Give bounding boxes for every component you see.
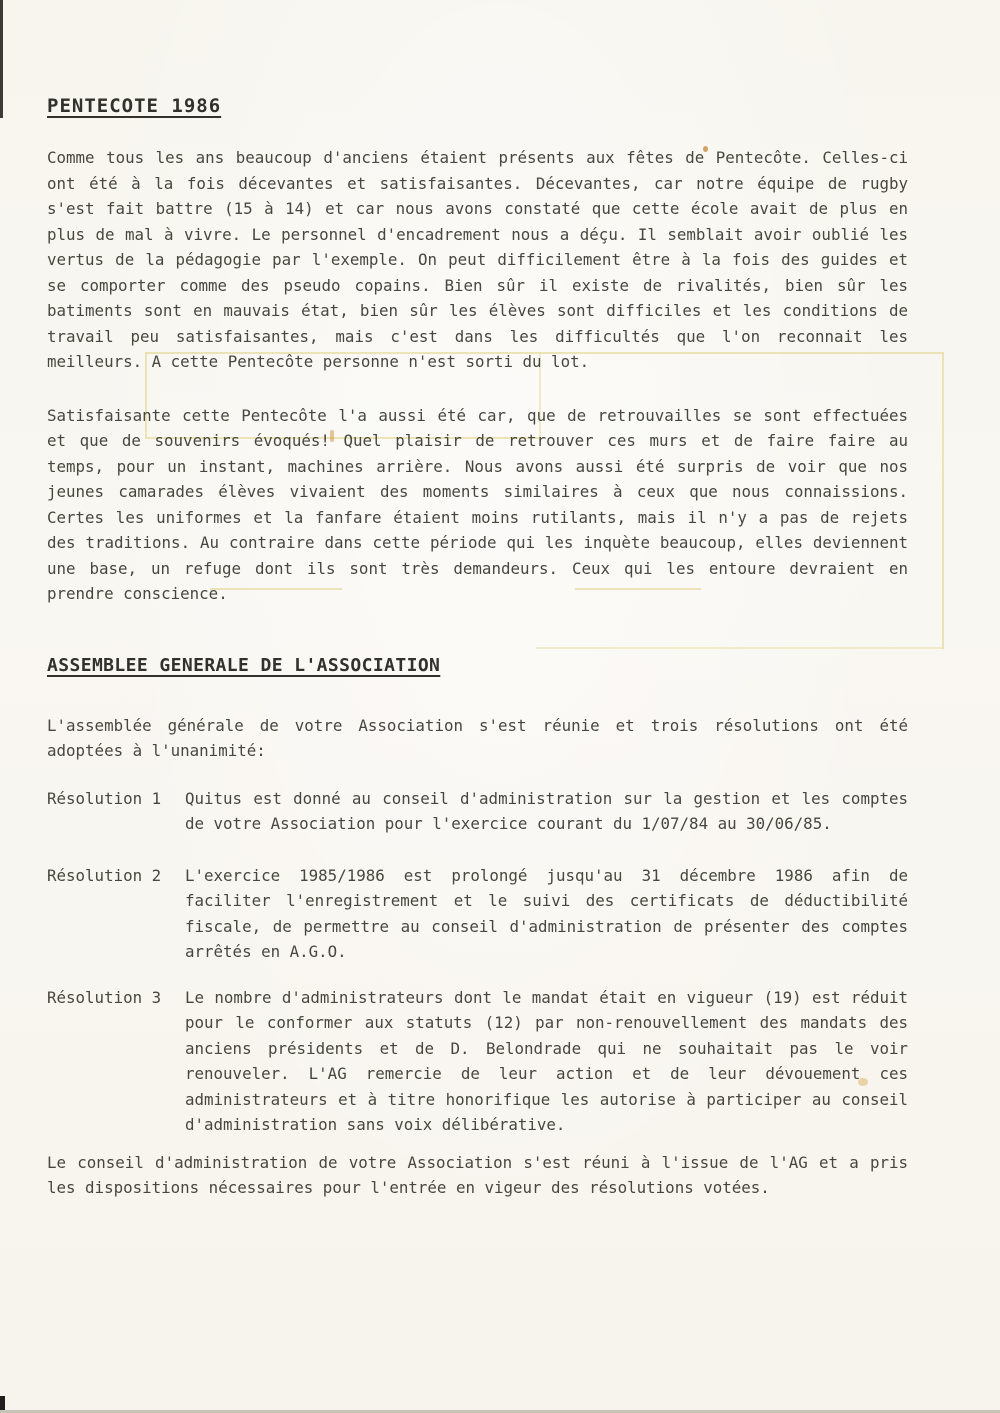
section-title-pentecote: PENTECOTE 1986	[47, 95, 222, 117]
resolution-1-text: Quitus est donné au conseil d'administration sur la gestion et les comptes de votre Association pour l'exercice courant du 1/07/84 au 30/06/85.	[185, 788, 908, 833]
resolution-item-1	[47, 786, 908, 837]
paragraph-closing: Le conseil d'administration de votre Association s'est réuni à l'issue de l'AG et a pris les dispositions nécessaires pour l'entrée en vigeur des résolutions votées.	[47, 1152, 908, 1197]
resolution-1-label: Résolution 1	[47, 788, 162, 808]
resolution-item-2	[47, 863, 908, 965]
resolution-3-label: Résolution 3	[47, 987, 162, 1007]
resolution-3-text: Le nombre d'administrateurs dont le mandat était en vigueur (19) est réduit pour le conformer aux statuts (12) par non-renouvellement des mandats des anciens présidents et de D. Belondrade qui ne souhaitait pas le voir renouveler. L'AG remercie de leur action et de leur dévouement ces administrateurs et à titre honorifique les autorise à participer au conseil d'administration sans voix délibérative.	[185, 987, 908, 1134]
tape-ghost-line	[942, 352, 944, 649]
resolution-2-text: L'exercice 1985/1986 est prolongé jusqu'au 31 décembre 1986 afin de faciliter l'enregistrement et le suivi des certificats de déductibilité fiscale, de permettre au conseil d'administration de présenter des comptes arrêtés en A.G.O.	[185, 865, 908, 961]
section-title-assemblee-generale: ASSEMBLEE GENERALE DE L'ASSOCIATION	[47, 654, 441, 676]
resolution-item-3	[47, 985, 908, 1138]
resolution-2-label: Résolution 2	[47, 865, 162, 885]
paragraph-pentecote-2: Satisfaisante cette Pentecôte l'a aussi été car, que de retrouvailles se sont effectuées et que de souvenirs évoqués! Quel plaisir de retrouver ces murs et de faire faire au temps, pour un instant, machines arrière. Nous avons aussi été surpris de voir que nos jeunes camarades élèves vivaient des moments similaires à ceux que nous connaissions. Certes les uniformes et la fanfare étaient moins rutilants, mais il n'y a pas de rejets des traditions. Au contraire dans cette période qui les inquète beaucoup, elles deviennent une base, un refuge dont ils sont très demandeurs. Ceux qui les entoure devraient en prendre conscience.	[47, 405, 908, 603]
scan-edge-mark	[0, 0, 3, 118]
paragraph-ag-intro: L'assemblée générale de votre Association s'est réunie et trois résolutions ont été adoptées à l'unanimité:	[47, 715, 908, 760]
paragraph-pentecote-1: Comme tous les ans beaucoup d'anciens étaient présents aux fêtes de Pentecôte. Celles-ci ont été à la fois décevantes et satisfaisantes. Décevantes, car notre équipe de rugby s'est fait battre (15 à 14) et car nous avons constaté que cette école avait de plus en plus de mal à vivre. Le personnel d'encadrement nous a déçu. Il semblait avoir oublié les vertus de la pédagogie par l'exemple. On peut difficilement être à la fois des guides et se comporter comme des pseudo copains. Bien sûr il existe de rivalités, bien sûr les batiments sont en mauvais état, bien sûr les élèves sont difficiles et les conditions de travail peu satisfaisantes, mais c'est dans les difficultés que l'on reconnait les meilleurs. A cette Pentecôte personne n'est sorti du lot.	[47, 148, 908, 371]
document-content	[47, 0, 908, 1201]
